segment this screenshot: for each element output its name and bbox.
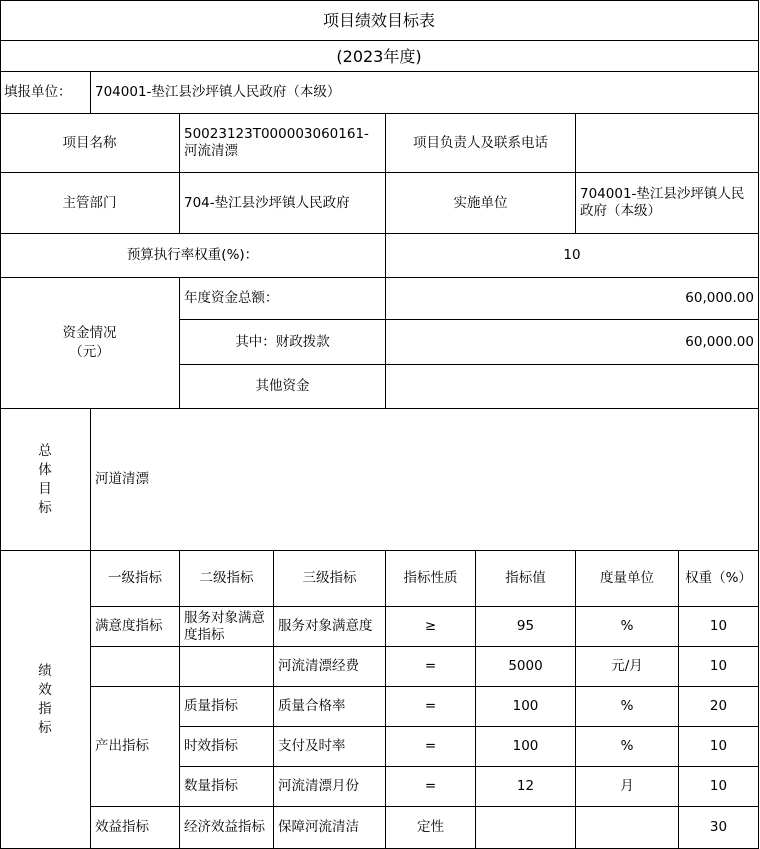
header-level2: 二级指标	[180, 551, 274, 607]
row4-level3: 支付及时率	[274, 727, 386, 767]
dept-label: 主管部门	[0, 173, 180, 234]
funds-fiscal-label: 其中：财政拨款	[180, 320, 386, 365]
impl-value: 704001-垫江县沙坪镇人民政府（本级）	[576, 173, 759, 234]
row1-nature: ≥	[386, 607, 476, 647]
row3-nature: =	[386, 687, 476, 727]
overall-goal-value: 河道清漂	[91, 409, 759, 551]
year-label: (2023年度)	[0, 41, 759, 72]
row3-level2: 质量指标	[180, 687, 274, 727]
row6-level1: 效益指标	[91, 807, 180, 849]
row1-level2: 服务对象满意度指标	[180, 607, 274, 647]
perf-label-char: 效	[38, 681, 52, 698]
row5-weight: 10	[679, 767, 759, 807]
funds-other-label: 其他资金	[180, 365, 386, 409]
row5-level2: 数量指标	[180, 767, 274, 807]
row6-nature: 定性	[386, 807, 476, 849]
row3-value: 100	[476, 687, 576, 727]
overall-label-char: 总	[38, 442, 52, 459]
row4-nature: =	[386, 727, 476, 767]
perf-indicators-label	[0, 551, 91, 849]
unit-value: 704001-垫江县沙坪镇人民政府（本级）	[91, 72, 759, 114]
perf-label-char: 指	[38, 700, 52, 717]
page-title: 项目绩效目标表	[0, 0, 759, 41]
row1-unit: %	[576, 607, 679, 647]
row3-level3: 质量合格率	[274, 687, 386, 727]
project-name-value: 50023123T000003060161-河流清漂	[180, 114, 386, 173]
header-weight: 权重（%）	[679, 551, 759, 607]
row2-level2	[180, 647, 274, 687]
row1-level1: 满意度指标	[91, 607, 180, 647]
dept-value: 704-垫江县沙坪镇人民政府	[180, 173, 386, 234]
row5-unit: 月	[576, 767, 679, 807]
impl-label: 实施单位	[386, 173, 576, 234]
row5-nature: =	[386, 767, 476, 807]
perf-label-char: 绩	[38, 662, 52, 679]
row5-value: 12	[476, 767, 576, 807]
row4-level2: 时效指标	[180, 727, 274, 767]
header-value: 指标值	[476, 551, 576, 607]
funds-label-line2: （元）	[69, 344, 110, 360]
row1-weight: 10	[679, 607, 759, 647]
overall-label-char: 目	[38, 480, 52, 497]
row3-weight: 20	[679, 687, 759, 727]
project-owner-value	[576, 114, 759, 173]
header-nature: 指标性质	[386, 551, 476, 607]
row5-level3: 河流清漂月份	[274, 767, 386, 807]
header-level3: 三级指标	[274, 551, 386, 607]
row6-value	[476, 807, 576, 849]
row1-value: 95	[476, 607, 576, 647]
row4-unit: %	[576, 727, 679, 767]
row2-unit: 元/月	[576, 647, 679, 687]
unit-label: 填报单位：	[0, 72, 91, 114]
header-unit: 度量单位	[576, 551, 679, 607]
row4-weight: 10	[679, 727, 759, 767]
row6-weight: 30	[679, 807, 759, 849]
row6-level3: 保障河流清洁	[274, 807, 386, 849]
funds-label	[0, 278, 180, 409]
row4-value: 100	[476, 727, 576, 767]
row3-5-level1: 产出指标	[91, 687, 180, 807]
funds-total-value: 60,000.00	[386, 278, 759, 320]
row6-level2: 经济效益指标	[180, 807, 274, 849]
budget-weight-label: 预算执行率权重(%)：	[0, 234, 386, 278]
funds-fiscal-value: 60,000.00	[386, 320, 759, 365]
row2-level1	[91, 647, 180, 687]
row3-unit: %	[576, 687, 679, 727]
project-owner-label: 项目负责人及联系电话	[386, 114, 576, 173]
row2-nature: =	[386, 647, 476, 687]
funds-label-line1: 资金情况	[62, 325, 117, 341]
row2-level3: 河流清漂经费	[274, 647, 386, 687]
row2-value: 5000	[476, 647, 576, 687]
header-level1: 一级指标	[91, 551, 180, 607]
overall-label-char: 标	[38, 499, 52, 516]
row6-unit	[576, 807, 679, 849]
overall-goal-label	[0, 409, 91, 551]
row1-level3: 服务对象满意度	[274, 607, 386, 647]
overall-label-char: 体	[38, 461, 52, 478]
budget-weight-value: 10	[386, 234, 759, 278]
perf-label-char: 标	[38, 719, 52, 736]
project-name-label: 项目名称	[0, 114, 180, 173]
funds-total-label: 年度资金总额：	[180, 278, 386, 320]
funds-other-value	[386, 365, 759, 409]
row2-weight: 10	[679, 647, 759, 687]
